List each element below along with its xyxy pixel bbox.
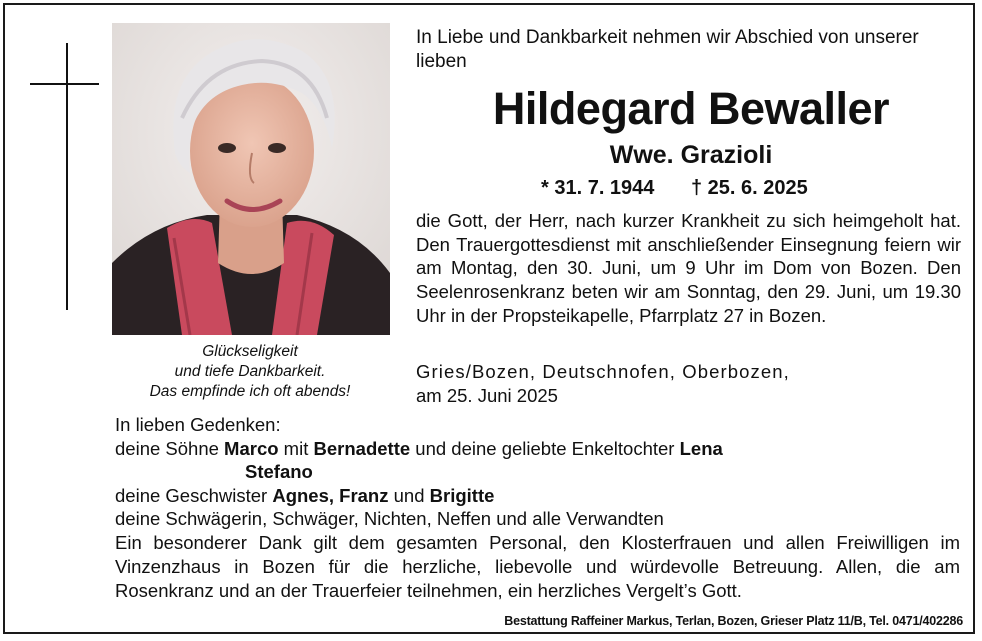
undertaker-info: Bestattung Raffeiner Markus, Terlan, Bozen, Grieser Platz 11/B, Tel. 0471/402286 — [504, 614, 963, 628]
son2-row — [115, 460, 965, 484]
sons-prefix: deine Söhne — [115, 437, 225, 459]
deceased-name: Hildegard Bewaller — [492, 83, 890, 134]
quote-line: Das empfinde ich oft abends! — [149, 383, 351, 400]
cross-icon-bar — [30, 83, 99, 85]
siblings-prefix: deine Geschwister — [115, 484, 273, 506]
mourners-list — [115, 413, 965, 531]
thanks-text: Ein besonderer Dank gilt dem gesamten Personal, den Klosterfrauen und allen Freiwilligen im Vinzenzhaus in Bozen für die herzliche, liebevolle und würdevolle Betreuung. Allen, die am Rosenkranz und an der Trauerfeier teilnehmen, ein herzliches Vergelt’s Gott. — [115, 532, 960, 601]
death-date: † 25. 6. 2025 — [691, 177, 808, 199]
place-line: Gries/Bozen, Deutschnofen, Oberbozen, — [416, 361, 790, 382]
quote-line: Glückseligkeit — [202, 343, 298, 360]
partner-name: Bernadette — [313, 437, 411, 459]
place-date — [416, 360, 961, 407]
granddaughter-name: Lena — [679, 437, 723, 459]
relatives-row: deine Schwägerin, Schwäger, Nichten, Neffen und alle Verwandten — [115, 508, 664, 529]
granddaughter-text: und deine geliebte Enkeltochter — [410, 437, 680, 459]
obituary-notice — [3, 3, 975, 634]
with-text: mit — [278, 437, 314, 459]
funeral-announcement: die Gott, der Herr, nach kurzer Krankheit zu sich heimgeholt hat. Den Trauergottesdienst mit anschließender Einsegnung feiern wir am Montag, den 30. Juni, um 9 Uhr im Dom von Bozen. Den Seelenrosenkranz beten wir am Sonntag, den 29. Juni, um 19.30 Uhr in der Propsteikapelle, Pfarrplatz 27 in Bozen. — [416, 210, 961, 326]
siblings-row — [115, 484, 965, 508]
son-name: Stefano — [245, 461, 313, 482]
sons-row — [115, 437, 965, 461]
widow-name: Wwe. Grazioli — [609, 141, 773, 169]
quote — [107, 342, 393, 402]
date-line: am 25. Juni 2025 — [416, 384, 558, 406]
portrait-photo — [112, 23, 390, 335]
sibling-names: Agnes, Franz — [272, 484, 389, 506]
quote-line: und tiefe Dankbarkeit. — [174, 363, 326, 380]
memory-heading: In lieben Gedenken: — [115, 414, 281, 435]
sibling-name: Brigitte — [429, 484, 495, 506]
and-text: und — [388, 484, 430, 506]
intro-text: In Liebe und Dankbarkeit nehmen wir Abschied von unserer lieben — [416, 27, 919, 72]
son-name: Marco — [224, 437, 279, 459]
birth-date: * 31. 7. 1944 — [541, 177, 655, 199]
